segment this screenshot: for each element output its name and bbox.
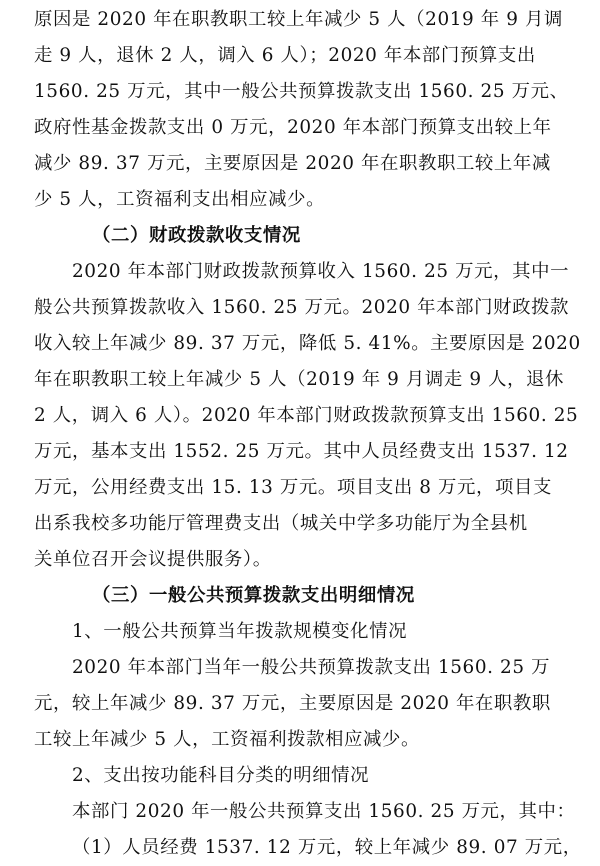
paragraph-start-line: 2020 年本部门财政拨款预算收入 1560. 25 万元，其中一 [72,261,570,282]
subsection-heading-1: 1、一般公共预算当年拨款规模变化情况 [72,621,408,642]
body-text-line: 万元，基本支出 1552. 25 万元。其中人员经费支出 1537. 12 [34,441,569,462]
body-text-line: 2 人，调入 6 人）。2020 年本部门财政拨款预算支出 1560. 25 [34,405,579,426]
body-text-line: 走 9 人，退休 2 人，调入 6 人）；2020 年本部门预算支出 [34,45,536,66]
section-heading-3: （三）一般公共预算拨款支出明细情况 [92,585,415,606]
body-text-line: 出系我校多功能厅管理费支出（城关中学多功能厅为全县机 [34,513,528,534]
body-text-line: 年在职教职工较上年减少 5 人（2019 年 9 月调走 9 人，退休 [34,369,565,390]
body-text-line: 减少 89. 37 万元，主要原因是 2020 年在职教职工较上年减 [34,153,551,174]
subsection-heading-2: 2、支出按功能科目分类的明细情况 [72,765,370,786]
body-text-line: 元，较上年减少 89. 37 万元，主要原因是 2020 年在职教职 [34,693,551,714]
body-text-line: 般公共预算拨款收入 1560. 25 万元。2020 年本部门财政拨款 [34,297,570,318]
body-text-line: 1560. 25 万元，其中一般公共预算拨款支出 1560. 25 万元、 [34,81,569,102]
paragraph-start-line: （1）人员经费 1537. 12 万元，较上年减少 89. 07 万元， [72,837,582,858]
body-text-line: 工较上年减少 5 人，工资福利拨款相应减少。 [34,729,421,750]
body-text-line: 万元，公用经费支出 15. 13 万元。项目支出 8 万元，项目支 [34,477,552,498]
body-text-line: 政府性基金拨款支出 0 万元，2020 年本部门预算支出较上年 [34,117,552,138]
body-text-line: 原因是 2020 年在职教职工较上年减少 5 人（2019 年 9 月调 [34,9,563,30]
paragraph-start-line: 2020 年本部门当年一般公共预算拨款支出 1560. 25 万 [72,657,551,678]
section-heading-2: （二）财政拨款收支情况 [92,225,301,246]
body-text-line: 收入较上年减少 89. 37 万元，降低 5. 41%。主要原因是 2020 [34,333,581,354]
body-text-line: 少 5 人，工资福利支出相应减少。 [34,189,326,210]
body-text-line: 关单位召开会议提供服务）。 [34,549,272,570]
paragraph-start-line: 本部门 2020 年一般公共预算支出 1560. 25 万元，其中： [72,801,576,822]
